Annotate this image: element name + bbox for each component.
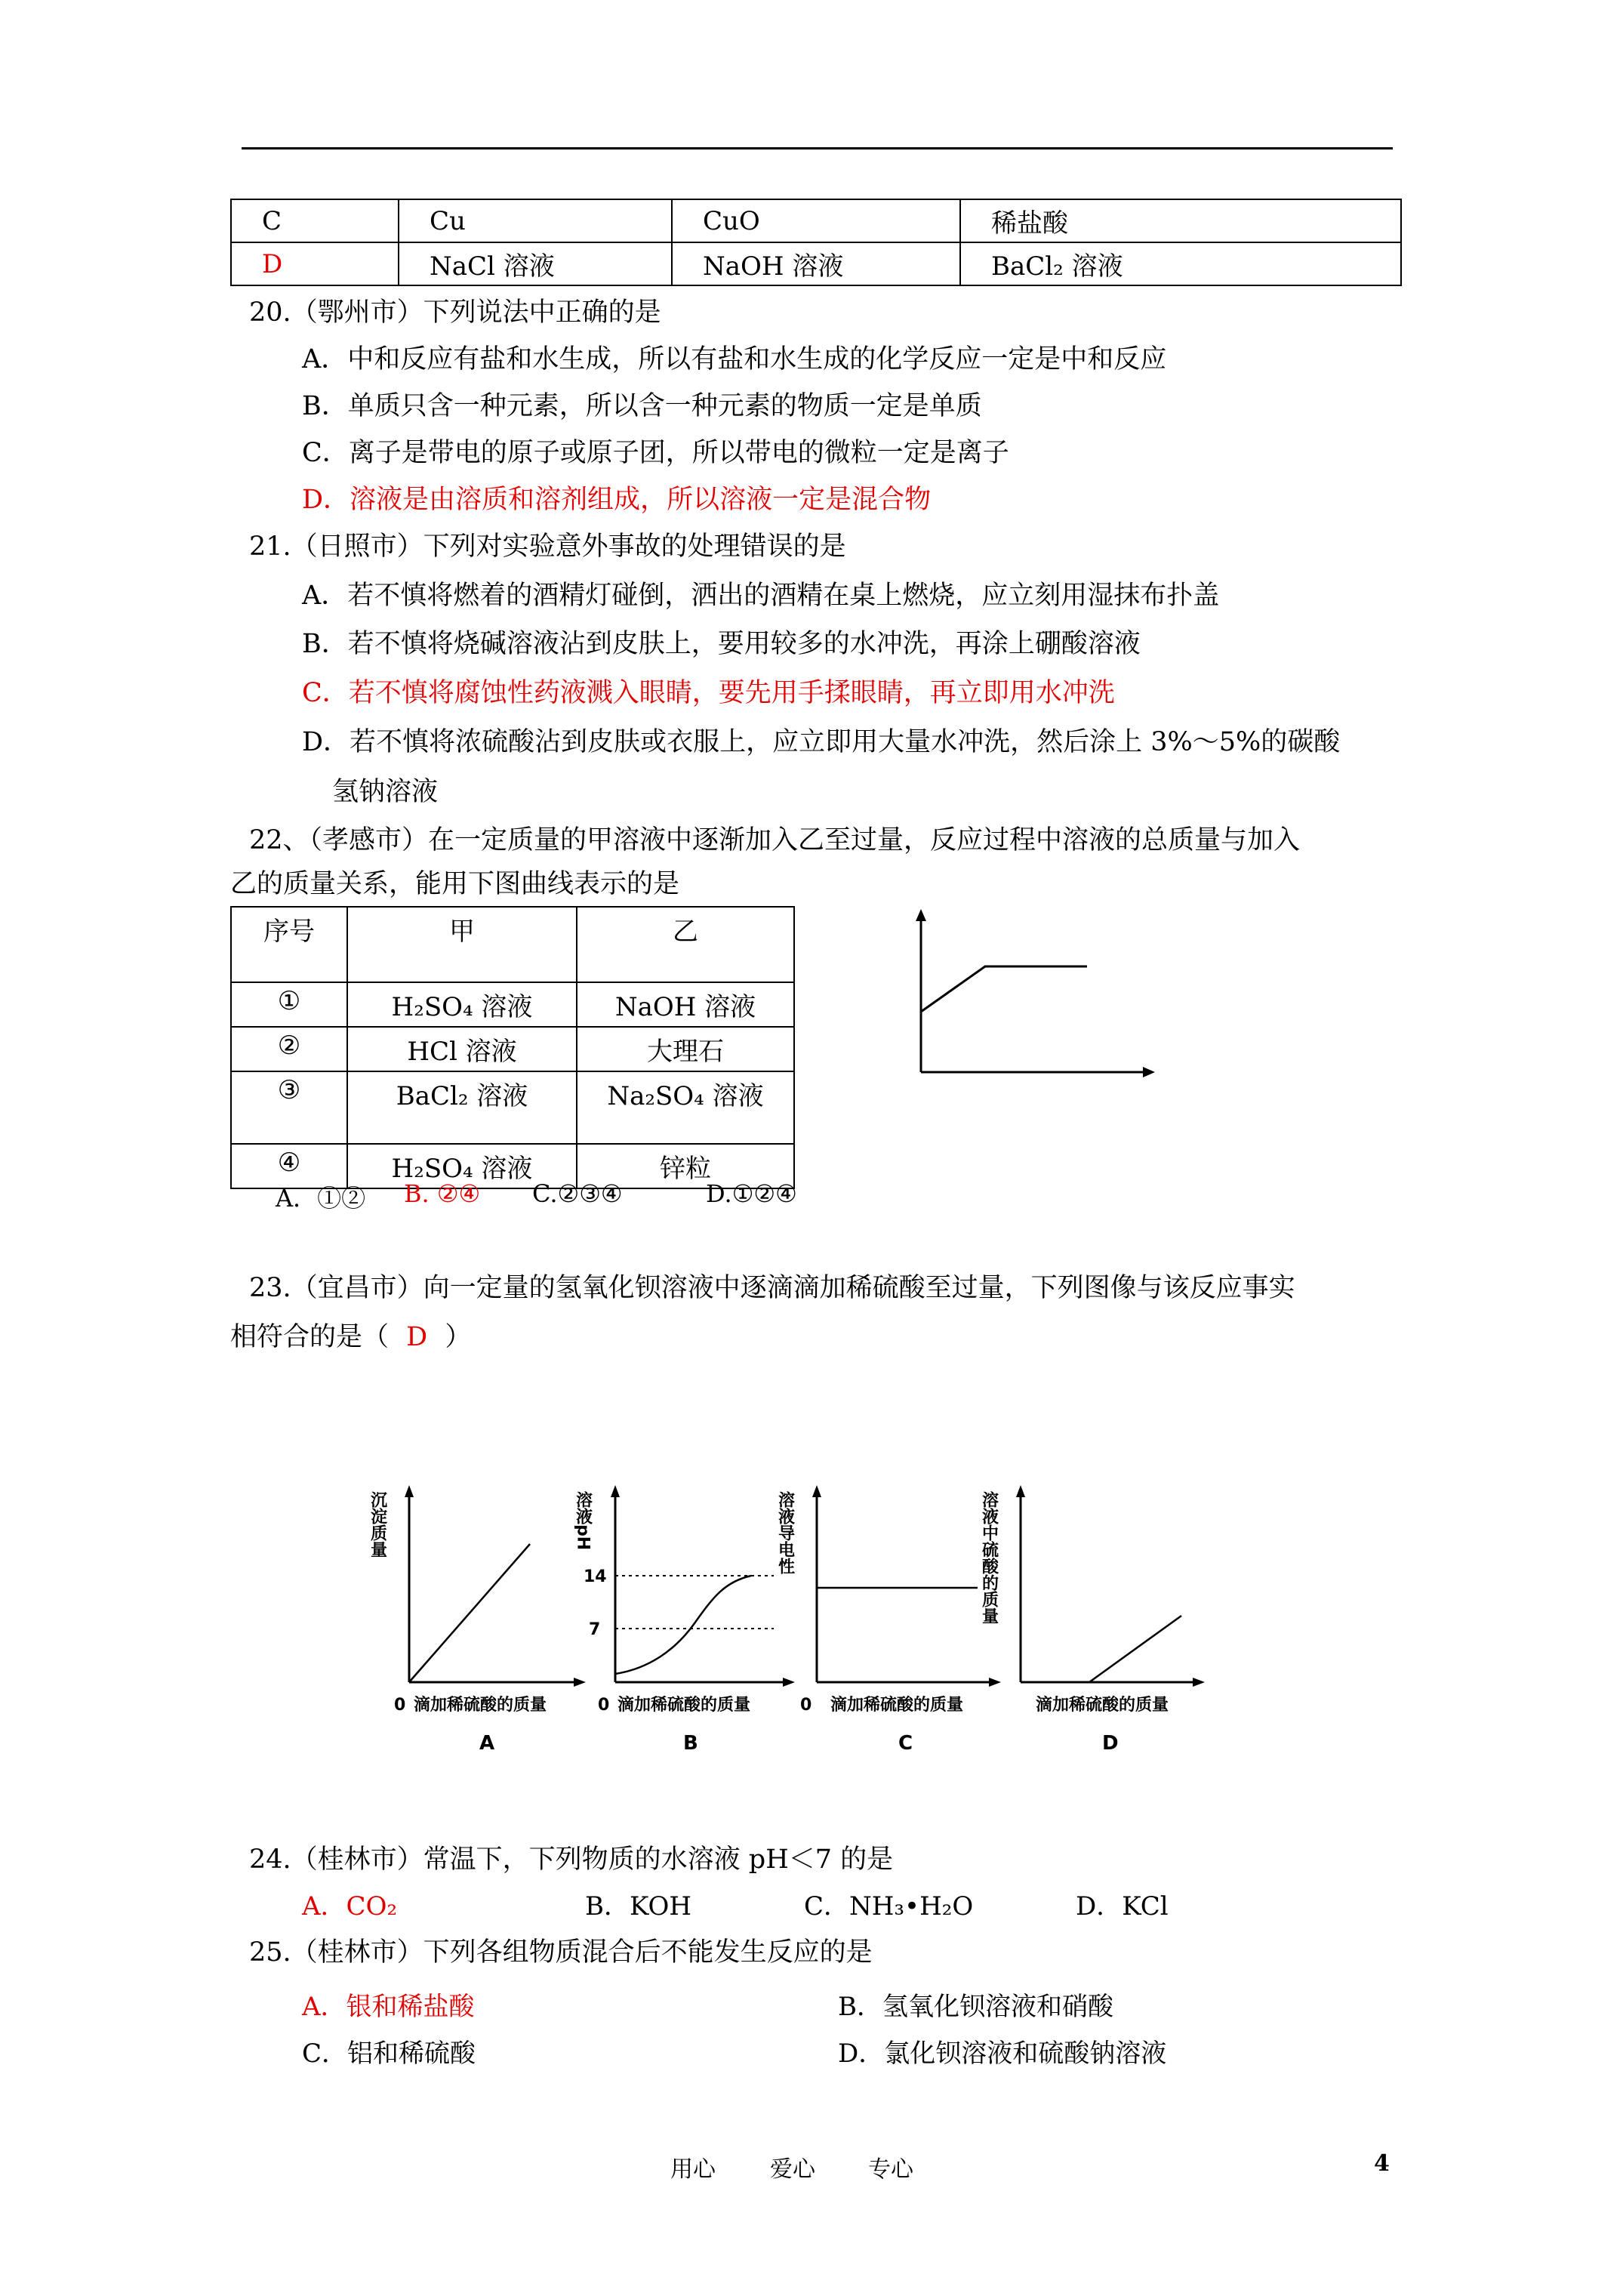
- table-cell: H₂SO₄ 溶液: [347, 982, 577, 1027]
- chart-a-origin: 0: [394, 1696, 406, 1715]
- chart-a-ylabel: 沉淀质量: [368, 1491, 387, 1558]
- table-row: [231, 982, 794, 1027]
- q22-answer-a: A．①②: [276, 1184, 366, 1213]
- table-row: [231, 1071, 794, 1144]
- table-header: 甲: [347, 907, 577, 982]
- q25-stem: 25.（桂林市）下列各组物质混合后不能发生反应的是: [249, 1937, 873, 1968]
- q22-answer-b: B. ②④: [404, 1179, 481, 1208]
- q20-option-c: C．离子是带电的原子或原子团，所以带电的微粒一定是离子: [302, 438, 1009, 468]
- q20-option-b: B．单质只含一种元素，所以含一种元素的物质一定是单质: [302, 391, 982, 421]
- table-cell: H₂SO₄ 溶液: [347, 1144, 577, 1188]
- table-cell: ③: [231, 1071, 347, 1144]
- chart-d-ylabel: 溶液中硫酸的质量: [979, 1491, 999, 1624]
- chart-b-tick-14: 14: [584, 1567, 607, 1586]
- table-cell: BaCl₂ 溶液: [347, 1071, 577, 1144]
- q24-option-c: C．NH₃•H₂O: [804, 1891, 974, 1922]
- q24-stem: 24.（桂林市）常温下，下列物质的水溶液 pH＜7 的是: [249, 1845, 894, 1875]
- table-cell: NaOH 溶液: [672, 242, 960, 285]
- chart-b-origin: 0: [598, 1696, 610, 1715]
- chart-d-letter: D: [1102, 1732, 1119, 1755]
- footer-text-1: 用心: [670, 2156, 716, 2183]
- q21-option-b: B．若不慎将烧碱溶液沾到皮肤上，要用较多的水冲洗，再涂上硼酸溶液: [302, 629, 1141, 659]
- q20-stem: 20.（鄂州市）下列说法中正确的是: [249, 297, 661, 328]
- q25-option-c: C．铝和稀硫酸: [302, 2039, 476, 2069]
- chart-c-xlabel: 滴加稀硫酸的质量: [830, 1696, 964, 1715]
- footer-text-3: 专心: [868, 2156, 913, 2183]
- q24-option-a: A．CO₂: [302, 1891, 398, 1922]
- q22-stem-2: 乙的质量关系，能用下图曲线表示的是: [230, 869, 680, 899]
- table-cell: Cu: [399, 199, 672, 242]
- q21-option-c: C．若不慎将腐蚀性药液溅入眼睛，要先用手揉眼睛，再立即用水冲洗: [302, 678, 1115, 708]
- table-row: [231, 1027, 794, 1071]
- table-cell: ①: [231, 982, 347, 1027]
- chart-c-letter: C: [898, 1732, 913, 1755]
- chart-b-curve: [615, 1576, 751, 1674]
- table-cell: Na₂SO₄ 溶液: [577, 1071, 794, 1144]
- table-cell: 稀盐酸: [960, 199, 1401, 242]
- chart-c: [776, 1485, 1002, 1755]
- q24-option-b: B．KOH: [585, 1891, 691, 1922]
- table-cell: C: [231, 199, 399, 242]
- chart-a-xlabel: 滴加稀硫酸的质量: [414, 1696, 547, 1715]
- table-row: [231, 242, 1401, 285]
- table-row: [231, 907, 794, 982]
- table-cell: 锌粒: [577, 1144, 794, 1188]
- q20-option-a: A．中和反应有盐和水生成，所以有盐和水生成的化学反应一定是中和反应: [302, 344, 1167, 374]
- q23-stem-2-text: 相符合的是（: [230, 1322, 390, 1352]
- chart-d-xlabel: 滴加稀硫酸的质量: [1036, 1696, 1169, 1715]
- table-cell: BaCl₂ 溶液: [960, 242, 1401, 285]
- q22-curve-figure: [906, 906, 1163, 1087]
- q23-answer: D: [406, 1322, 428, 1352]
- chart-b-letter: B: [683, 1732, 698, 1755]
- chart-b-tick-7: 7: [589, 1620, 601, 1639]
- q20-option-d: D．溶液是由溶质和溶剂组成，所以溶液一定是混合物: [302, 485, 932, 515]
- table-header: 乙: [577, 907, 794, 982]
- q22-table: [230, 906, 795, 1189]
- q21-option-d-cont: 氢钠溶液: [332, 777, 439, 807]
- q23-stem-1: 23.（宜昌市）向一定量的氢氧化钡溶液中逐滴滴加稀硫酸至过量，下列图像与该反应事实: [249, 1273, 1295, 1303]
- table-cell: ②: [231, 1027, 347, 1071]
- chart-d-line: [1021, 1616, 1181, 1682]
- q25-option-b: B．氢氧化钡溶液和硝酸: [838, 1992, 1113, 2022]
- table-cell: CuO: [672, 199, 960, 242]
- chart-c-origin: 0: [800, 1696, 812, 1715]
- chart-a-line: [409, 1544, 530, 1682]
- chart-c-ylabel: 溶液导电性: [775, 1491, 795, 1574]
- answer-table-top: [230, 199, 1402, 286]
- q21-option-d: D．若不慎将浓硫酸沾到皮肤或衣服上，应立即用大量水冲洗，然后涂上 3%～5%的碳酸: [302, 727, 1341, 757]
- q23-stem-2: [230, 1314, 471, 1361]
- q21-option-a: A．若不慎将燃着的酒精灯碰倒，洒出的酒精在桌上燃烧，应立刻用湿抹布扑盖: [302, 581, 1220, 611]
- chart-d: [980, 1485, 1206, 1755]
- table-cell: NaCl 溶液: [399, 242, 672, 285]
- table-header: 序号: [231, 907, 347, 982]
- chart-b: [574, 1485, 796, 1755]
- q22-answer-d: D.①②④: [706, 1179, 797, 1208]
- chart-a-letter: A: [479, 1732, 495, 1755]
- header-rule: [242, 147, 1393, 149]
- footer-text-2: 爱心: [770, 2156, 815, 2183]
- table-cell: ④: [231, 1144, 347, 1188]
- table-cell: HCl 溶液: [347, 1027, 577, 1071]
- q25-option-a: A．银和稀盐酸: [302, 1992, 475, 2022]
- table-cell: NaOH 溶液: [577, 982, 794, 1027]
- q23-stem-2-close: ）: [445, 1322, 472, 1352]
- q22-stem-1: 22、（孝感市）在一定质量的甲溶液中逐渐加入乙至过量，反应过程中溶液的总质量与加入: [249, 825, 1301, 855]
- table-cell: D: [231, 242, 399, 285]
- q22-answer-c: C.②③④: [532, 1179, 623, 1208]
- q24-option-d: D．KCl: [1076, 1891, 1169, 1922]
- q23-figure: [368, 1469, 1215, 1755]
- chart-b-xlabel: 滴加稀硫酸的质量: [617, 1696, 751, 1715]
- chart-a: [368, 1485, 587, 1755]
- table-row: [231, 199, 1401, 242]
- chart-b-ylabel: 溶液pH: [573, 1491, 593, 1551]
- q21-stem: 21.（日照市）下列对实验意外事故的处理错误的是: [249, 532, 846, 562]
- page-number: 4: [1374, 2150, 1390, 2177]
- table-cell: 大理石: [577, 1027, 794, 1071]
- q25-option-d: D．氯化钡溶液和硫酸钠溶液: [838, 2039, 1167, 2069]
